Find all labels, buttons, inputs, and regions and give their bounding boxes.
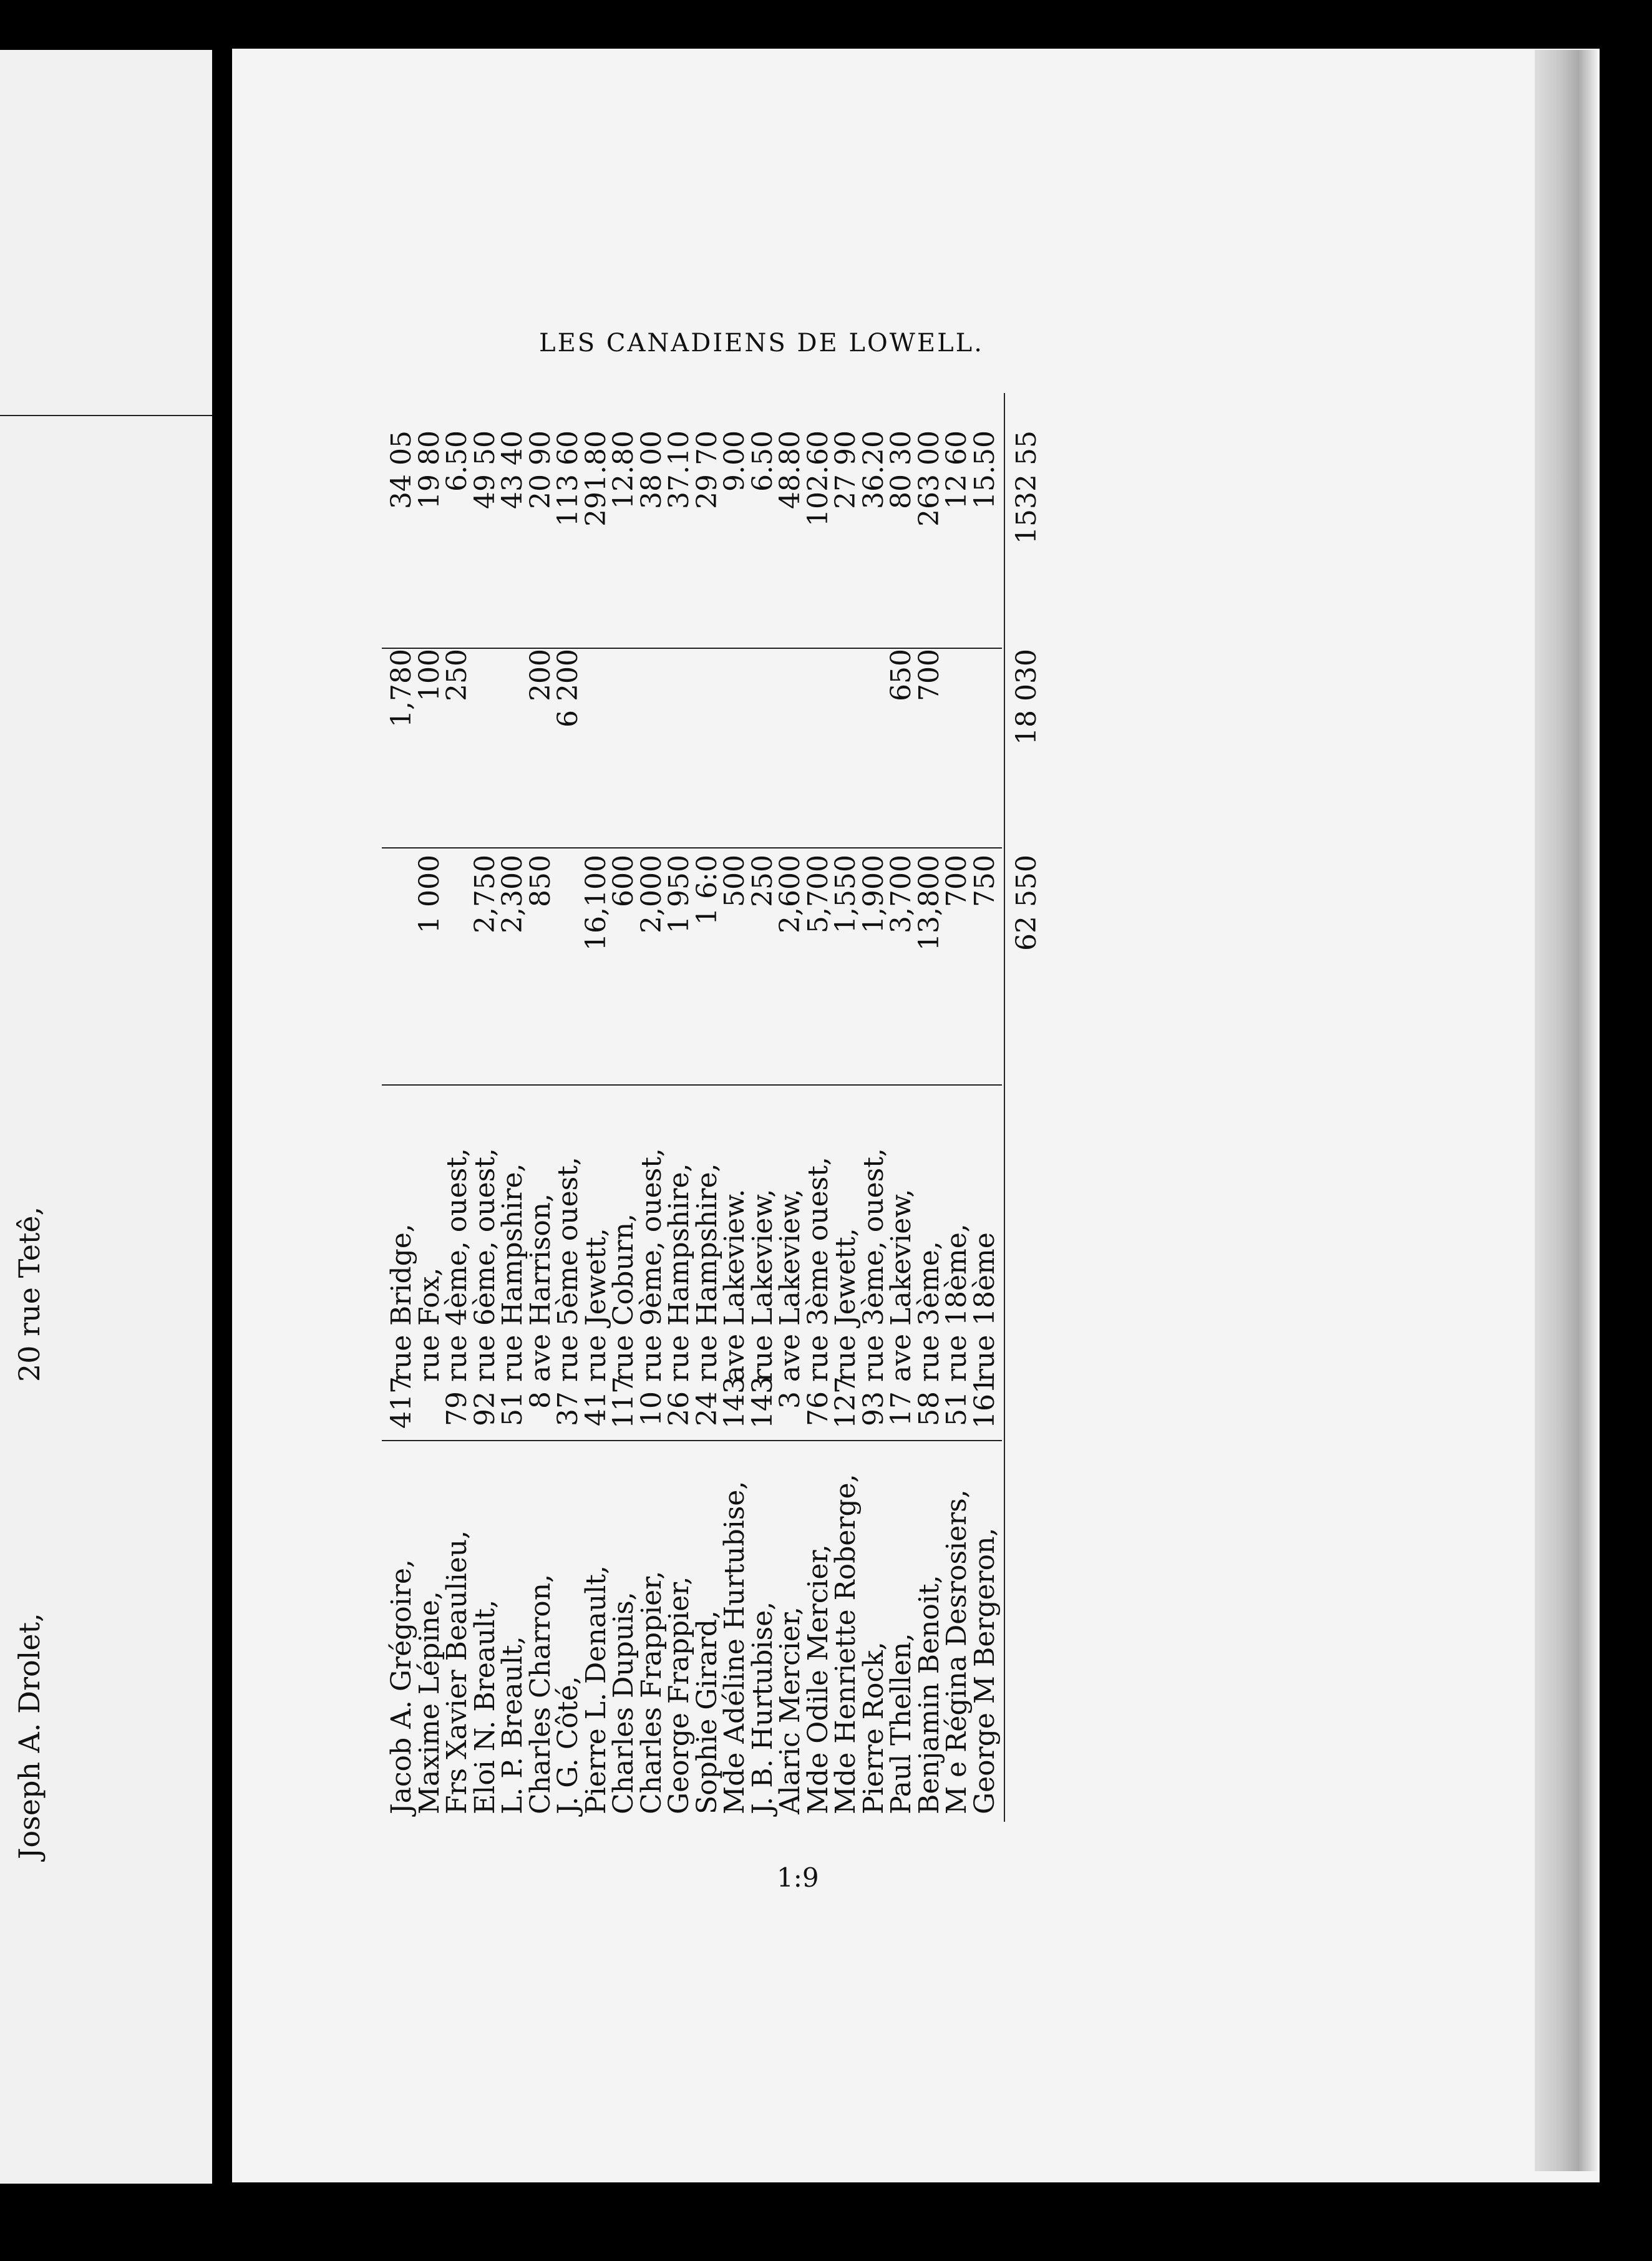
table-row (691, 393, 723, 1822)
left-page (0, 50, 212, 2184)
street-number: 127 (830, 1376, 862, 1429)
street-name: Bridge, (386, 1223, 417, 1326)
street-type: rue (663, 1335, 695, 1382)
table-row (943, 393, 971, 1822)
street-type: rue (913, 1335, 945, 1382)
value-building: 650 (885, 649, 917, 701)
tax-amount: 9.00 (719, 430, 751, 492)
table-row (388, 393, 415, 1822)
street-name: Jewett, (580, 1228, 612, 1326)
value-land: 5,700 (802, 855, 834, 933)
tax-amount: 36.20 (857, 430, 890, 509)
street-name: Hampshire, (497, 1163, 528, 1326)
table-row (580, 393, 612, 1822)
street-number: 161 (968, 1376, 1001, 1429)
street-type: rue (441, 1335, 473, 1382)
tax-amount: 113 60 (552, 430, 584, 527)
owner-name: Eloi N. Breault, (469, 1599, 501, 1814)
page-number: 1:9 (777, 1862, 819, 1893)
value-building: 100 (413, 649, 445, 701)
owner-name: Charles Charron, (524, 1573, 556, 1814)
tax-amount: 15.50 (968, 430, 1001, 509)
value-land: 700 (941, 855, 973, 907)
tax-amount: 6.50 (441, 430, 473, 492)
street-number: 41 (580, 1391, 612, 1426)
owner-name: Mde Adéline Hurtubise, (719, 1481, 751, 1814)
street-number: 24 (691, 1391, 723, 1426)
tax-amount: 12.80 (608, 430, 639, 509)
owner-name: Mde Henriette Roberge, (830, 1474, 862, 1814)
street-type: ave (774, 1333, 806, 1382)
tax-amount: 29 70 (691, 430, 723, 509)
table-row (913, 393, 945, 1822)
column-rule (382, 1084, 1002, 1086)
column-rule (382, 1440, 1002, 1441)
street-number: 51 (941, 1391, 973, 1426)
total-rule (1004, 393, 1005, 1822)
street-name: Jewett, (830, 1228, 862, 1326)
table-row (610, 393, 638, 1822)
street-type: rue (497, 1335, 528, 1382)
table-row (635, 393, 668, 1822)
tax-amount: 48.80 (774, 430, 806, 509)
street-number: 143 (719, 1376, 751, 1429)
value-land: 250 (746, 855, 779, 907)
street-name: Lakeview. (719, 1189, 751, 1326)
total-building: 18 030 (1011, 649, 1042, 745)
value-land: 600 (608, 855, 639, 907)
street-type: rue (968, 1335, 1001, 1382)
street-number: 10 (635, 1391, 668, 1426)
owner-name: Frs Xavier Beaulieu, (441, 1530, 473, 1814)
value-building: 200 (524, 649, 556, 701)
value-land: 1,550 (830, 855, 862, 933)
tax-amount: 291.80 (580, 430, 612, 527)
owner-name: Benjamin Benoit, (913, 1575, 945, 1814)
table-row (774, 393, 806, 1822)
street-name: 5ème ouest, (552, 1157, 584, 1326)
street-name: 4ème, ouest, (441, 1148, 473, 1326)
street-number: 93 (857, 1391, 890, 1426)
tax-amount: 38 00 (635, 430, 668, 509)
street-number: 17 (885, 1391, 917, 1426)
value-land: 1,900 (857, 855, 890, 933)
street-name: Hampshire, (691, 1163, 723, 1326)
street-name: 6ème, ouest, (469, 1148, 501, 1326)
page-edge (1535, 50, 1597, 2171)
street-type: rue (469, 1335, 501, 1382)
street-type: rue (386, 1335, 417, 1382)
street-number: 51 (497, 1391, 528, 1426)
value-building: 250 (441, 649, 473, 701)
table-row (552, 393, 584, 1822)
tax-amount: 34 05 (386, 430, 417, 509)
owner-name: L. P. Breault, (497, 1636, 528, 1814)
owner-name: Charles Dupuis, (608, 1592, 639, 1814)
left-page-street: 20 rue Tetê, (12, 1206, 46, 1382)
value-land: 13,800 (913, 855, 945, 951)
owner-name: Maxime Lépine, (413, 1591, 445, 1814)
table-row (885, 393, 917, 1822)
table-row (746, 393, 779, 1822)
tax-amount: 102.60 (802, 430, 834, 527)
page-header: LES CANADIENS DE LOWELL. (539, 329, 984, 357)
value-land: 3,700 (885, 855, 917, 933)
owner-name: George Frappier, (663, 1576, 695, 1814)
tax-amount: 43 40 (497, 430, 528, 509)
street-name: Coburn, (608, 1213, 639, 1326)
street-name: Fox, (413, 1267, 445, 1326)
owner-name: Pierre Rock, (857, 1641, 890, 1814)
value-land: 2,000 (635, 855, 668, 933)
street-type: rue (802, 1335, 834, 1382)
total-tax: 1532 55 (1011, 430, 1042, 544)
table-row (663, 393, 695, 1822)
street-type: ave (885, 1333, 917, 1382)
table-row (968, 393, 1001, 1822)
table-row (832, 393, 860, 1822)
column-rule (382, 847, 1002, 848)
table-row (524, 393, 556, 1822)
value-land: 2,300 (497, 855, 528, 933)
table-row (721, 393, 749, 1822)
owner-name: Sophie Girard, (691, 1610, 723, 1814)
street-type: rue (635, 1335, 668, 1382)
tax-amount: 37.10 (663, 430, 695, 509)
street-name: 18ème (968, 1232, 1001, 1326)
street-number: 8 (524, 1391, 556, 1409)
street-type: rue (830, 1335, 862, 1382)
street-type: rue (857, 1335, 890, 1382)
value-building: 1,780 (386, 649, 417, 727)
value-land: 850 (524, 855, 556, 907)
value-land: 2,750 (469, 855, 501, 933)
table-row (857, 393, 890, 1822)
left-page-name: Joseph A. Drolet, (12, 1613, 46, 1859)
street-name: 9ème, ouest, (635, 1148, 668, 1326)
street-type: rue (580, 1335, 612, 1382)
owner-name: J. G. Côté, (552, 1676, 584, 1814)
street-name: 18ème, (941, 1223, 973, 1326)
tax-amount: 49 50 (469, 430, 501, 509)
tax-amount: 27 90 (830, 430, 862, 509)
owner-name: Jacob A. Grégoire, (386, 1559, 417, 1814)
street-number: 92 (469, 1391, 501, 1426)
street-type: rue (413, 1335, 445, 1382)
street-type: rue (552, 1335, 584, 1382)
value-land: 1 000 (413, 855, 445, 933)
street-number: 3 (774, 1391, 806, 1409)
street-name: 3ème ouest, (802, 1157, 834, 1326)
street-number: 417 (386, 1376, 417, 1429)
street-name: Harrison, (524, 1193, 556, 1326)
street-name: 3ème, (913, 1241, 945, 1326)
value-land: 1 950 (663, 855, 695, 933)
tax-amount: 20 90 (524, 430, 556, 509)
street-number: 143 (746, 1376, 779, 1429)
street-type: rue (941, 1335, 973, 1382)
table-row (413, 393, 445, 1822)
total-land: 62 550 (1011, 855, 1042, 951)
tax-amount: 6.50 (746, 430, 779, 492)
street-type: ave (524, 1333, 556, 1382)
street-number: 79 (441, 1391, 473, 1426)
owner-name: Paul Thellen, (885, 1633, 917, 1814)
street-name: Lakeview, (885, 1189, 917, 1326)
tax-amount: 19 80 (413, 430, 445, 509)
owner-name: Alaric Mercier, (774, 1607, 806, 1814)
left-page-rule (0, 415, 212, 416)
street-type: rue (691, 1335, 723, 1382)
street-number: 76 (802, 1391, 834, 1426)
street-name: Lakeview, (774, 1189, 806, 1326)
street-type: rue (746, 1335, 779, 1382)
property-table (382, 393, 1146, 1822)
street-name: Lakeview, (746, 1189, 779, 1326)
owner-name: Charles Frappier, (635, 1570, 668, 1814)
owner-name: M e Régina Desrosiers, (941, 1489, 973, 1814)
street-number: 117 (608, 1376, 639, 1429)
owner-name: Mde Odile Mercier, (802, 1544, 834, 1814)
street-number: 58 (913, 1391, 945, 1426)
table-row (441, 393, 473, 1822)
value-land: 2,600 (774, 855, 806, 933)
column-rule (382, 648, 1002, 649)
tax-amount: 80 30 (885, 430, 917, 509)
table-row (499, 393, 527, 1822)
value-building: 700 (913, 649, 945, 701)
totals-row (1011, 393, 1042, 1822)
table-row (469, 393, 501, 1822)
street-name: Hampshire, (663, 1163, 695, 1326)
street-type: ave (719, 1333, 751, 1382)
street-type: rue (608, 1335, 639, 1382)
value-land: 1 6:0 (691, 855, 723, 925)
owner-name: Pierre L. Denault, (580, 1565, 612, 1814)
owner-name: J. B. Hurtubise, (746, 1601, 779, 1814)
table-row (802, 393, 834, 1822)
street-number: 26 (663, 1391, 695, 1426)
tax-amount: 263 00 (913, 430, 945, 527)
owner-name: George M Bergeron, (968, 1527, 1001, 1814)
value-building: 6 200 (552, 649, 584, 727)
street-number: 37 (552, 1391, 584, 1426)
tax-amount: 12 60 (941, 430, 973, 509)
value-land: 16,100 (580, 855, 612, 951)
value-land: 500 (719, 855, 751, 907)
street-name: 3ème, ouest, (857, 1148, 890, 1326)
value-land: 750 (968, 855, 1001, 907)
